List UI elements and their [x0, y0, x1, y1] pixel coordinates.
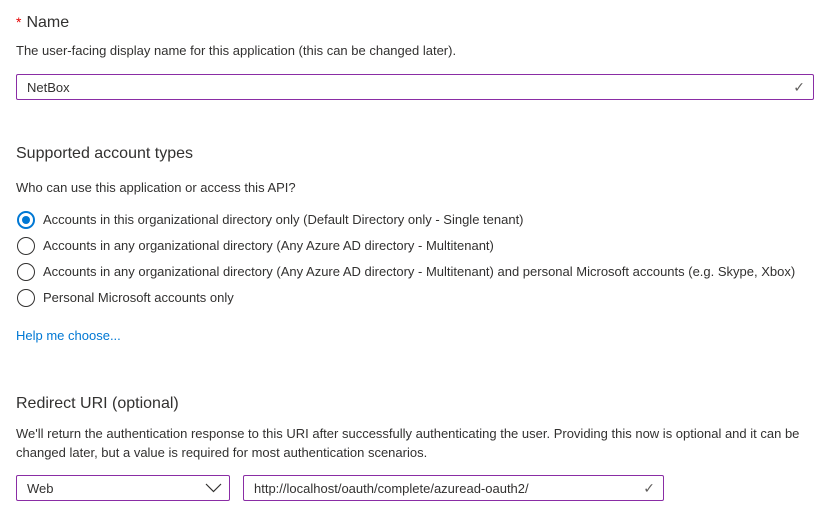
name-input-wrap — [16, 74, 814, 100]
account-types-radio-group — [16, 207, 814, 311]
radio-button-icon[interactable] — [17, 237, 35, 255]
radio-option-personal-only[interactable] — [16, 285, 814, 311]
radio-option-multitenant[interactable] — [16, 233, 814, 259]
radio-option-label: Personal Microsoft accounts only — [43, 290, 234, 305]
radio-option-label: Accounts in any organizational directory (Any Azure AD directory - Multitenant) and personal Microsoft accounts (e.g. Skype, Xbox) — [43, 264, 796, 279]
platform-select[interactable] — [16, 475, 230, 501]
required-asterisk: * — [16, 14, 22, 30]
radio-option-multitenant-personal[interactable] — [16, 259, 814, 285]
name-section-title-text: Name — [26, 14, 70, 31]
platform-select-value: Web — [27, 480, 54, 496]
valid-checkmark-icon: ✓ — [793, 79, 805, 95]
radio-button-icon[interactable] — [17, 263, 35, 281]
account-types-question: Who can use this application or access this API? — [16, 180, 296, 195]
name-input[interactable] — [16, 74, 814, 100]
radio-option-label: Accounts in any organizational directory (Any Azure AD directory - Multitenant) — [43, 238, 494, 253]
radio-button-icon[interactable] — [17, 289, 35, 307]
redirect-uri-input[interactable] — [243, 475, 664, 501]
name-section-title — [16, 12, 814, 33]
platform-select-wrap — [16, 475, 230, 501]
redirect-uri-input-wrap — [243, 475, 664, 501]
radio-option-label: Accounts in this organizational directory only (Default Directory only - Single tenant) — [43, 212, 524, 227]
redirect-uri-controls — [16, 475, 814, 501]
radio-button-icon[interactable] — [17, 211, 35, 229]
help-me-choose-link[interactable]: Help me choose... — [16, 328, 121, 343]
account-types-section-title: Supported account types — [16, 145, 194, 162]
valid-checkmark-icon: ✓ — [643, 480, 655, 496]
redirect-uri-description: We'll return the authentication response to this URI after successfully authenticating the user. Providing this now is optional and it can be changed later, but a value is required for most authentication scenarios. — [16, 426, 800, 460]
redirect-uri-section-title: Redirect URI (optional) — [16, 395, 179, 412]
radio-option-single-tenant[interactable] — [16, 207, 814, 233]
name-description: The user-facing display name for this application (this can be changed later). — [16, 43, 457, 58]
